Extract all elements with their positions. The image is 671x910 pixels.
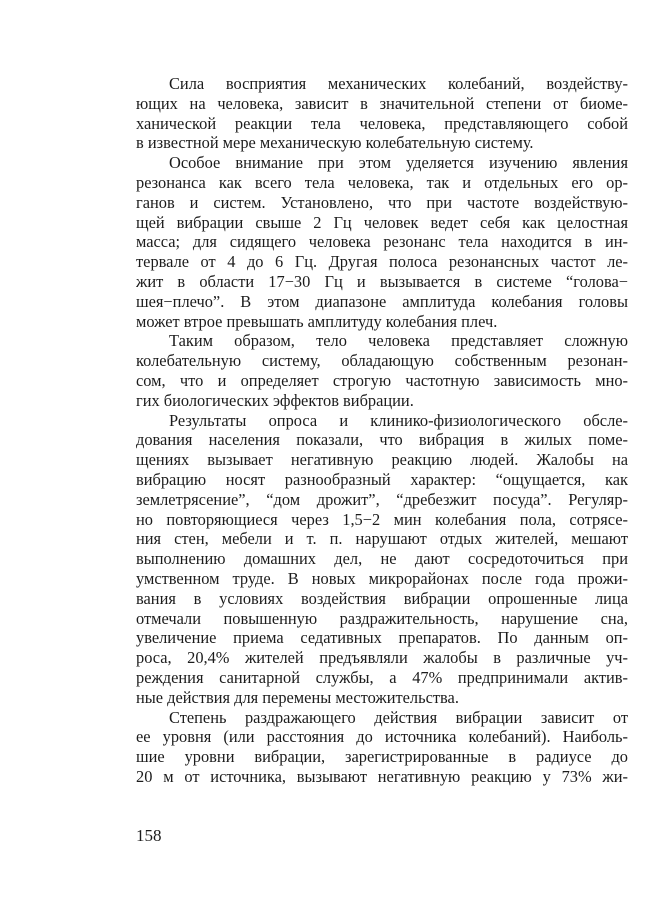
text-line: Результаты опроса и клинико-физиологического обсле- [169, 410, 628, 430]
text-line: вания в условиях воздействия вибрации опрошенные лица [136, 588, 628, 608]
text-line: дования населения показали, что вибрация в жилых поме- [136, 430, 628, 450]
paragraph [136, 153, 628, 331]
text-line: Особое внимание при этом уделяется изучению явления [169, 153, 628, 173]
text-line: Таким образом, тело человека представляет сложную [169, 331, 628, 351]
text-line: в известной мере механическую колебательную систему. [136, 133, 534, 153]
text-line: увеличение приема седативных препаратов. По данным оп- [136, 628, 628, 648]
text-line: реждения санитарной службы, а 47% предпринимали актив- [136, 667, 628, 687]
text-line: тервале от 4 до 6 Гц. Другая полоса резонансных частот ле- [136, 252, 628, 272]
text-line: масса; для сидящего человека резонанс тела находится в ин- [136, 232, 628, 252]
text-line: гих биологических эффектов вибрации. [136, 390, 414, 410]
text-line: Сила восприятия механических колебаний, воздейству- [169, 74, 628, 93]
text-line: выполнению домашних дел, не дают сосредоточиться при [136, 549, 628, 569]
text-line: может втрое превышать амплитуду колебания плеч. [136, 311, 498, 331]
text-line: Степень раздражающего действия вибрации зависит от [169, 707, 628, 727]
text-line: 20 м от источника, вызывают негативную реакцию у 73% жи- [136, 766, 628, 786]
text-line: ющих на человека, зависит в значительной степени от биоме- [136, 93, 628, 113]
text-line: ганов и систем. Установлено, что при частоте воздействую- [136, 192, 628, 212]
text-line: землетрясение”, “дом дрожит”, “дребезжит посуда”. Регуляр- [136, 489, 628, 509]
text-line: колебательную систему, обладающую собственным резонан- [136, 351, 628, 371]
text-line: вибрацию носят разнообразный характер: “ощущается, как [136, 469, 628, 489]
paragraph [136, 331, 628, 410]
text-line: умственном труде. В новых микрорайонах после года прожи- [136, 568, 628, 588]
text-line: ее уровня (или расстояния до источника колебаний). Наиболь- [136, 727, 628, 747]
page-number: 158 [136, 826, 162, 845]
text-line: жит в области 17−30 Гц и вызывается в системе “голова− [136, 271, 628, 291]
text-line: щениях вызывает негативную реакцию людей. Жалобы на [136, 450, 628, 470]
text-line: щей вибрации свыше 2 Гц человек ведет себя как целостная [136, 212, 628, 232]
text-line: ния стен, мебели и т. п. нарушают отдых жителей, мешают [136, 529, 628, 549]
text-line: но повторяющиеся через 1,5−2 мин колебания пола, сотрясе- [136, 509, 628, 529]
paragraph [136, 411, 628, 708]
text-line: резонанса как всего тела человека, так и отдельных его ор- [136, 172, 628, 192]
page-body [136, 74, 628, 787]
text-line: шие уровни вибрации, зарегистрированные в радиусе до [136, 747, 628, 767]
paragraph [136, 708, 628, 787]
text-line: роса, 20,4% жителей предъявляли жалобы в различные уч- [136, 648, 628, 668]
text-line: ные действия для перемены местожительства. [136, 687, 459, 707]
text-line: шея−плечо”. В этом диапазоне амплитуда колебания головы [136, 291, 628, 311]
text-line: ханической реакции тела человека, представляющего собой [136, 113, 628, 133]
paragraph [136, 74, 628, 153]
text-line: отмечали повышенную раздражительность, нарушение сна, [136, 608, 628, 628]
text-line: сом, что и определяет строгую частотную зависимость мно- [136, 370, 628, 390]
